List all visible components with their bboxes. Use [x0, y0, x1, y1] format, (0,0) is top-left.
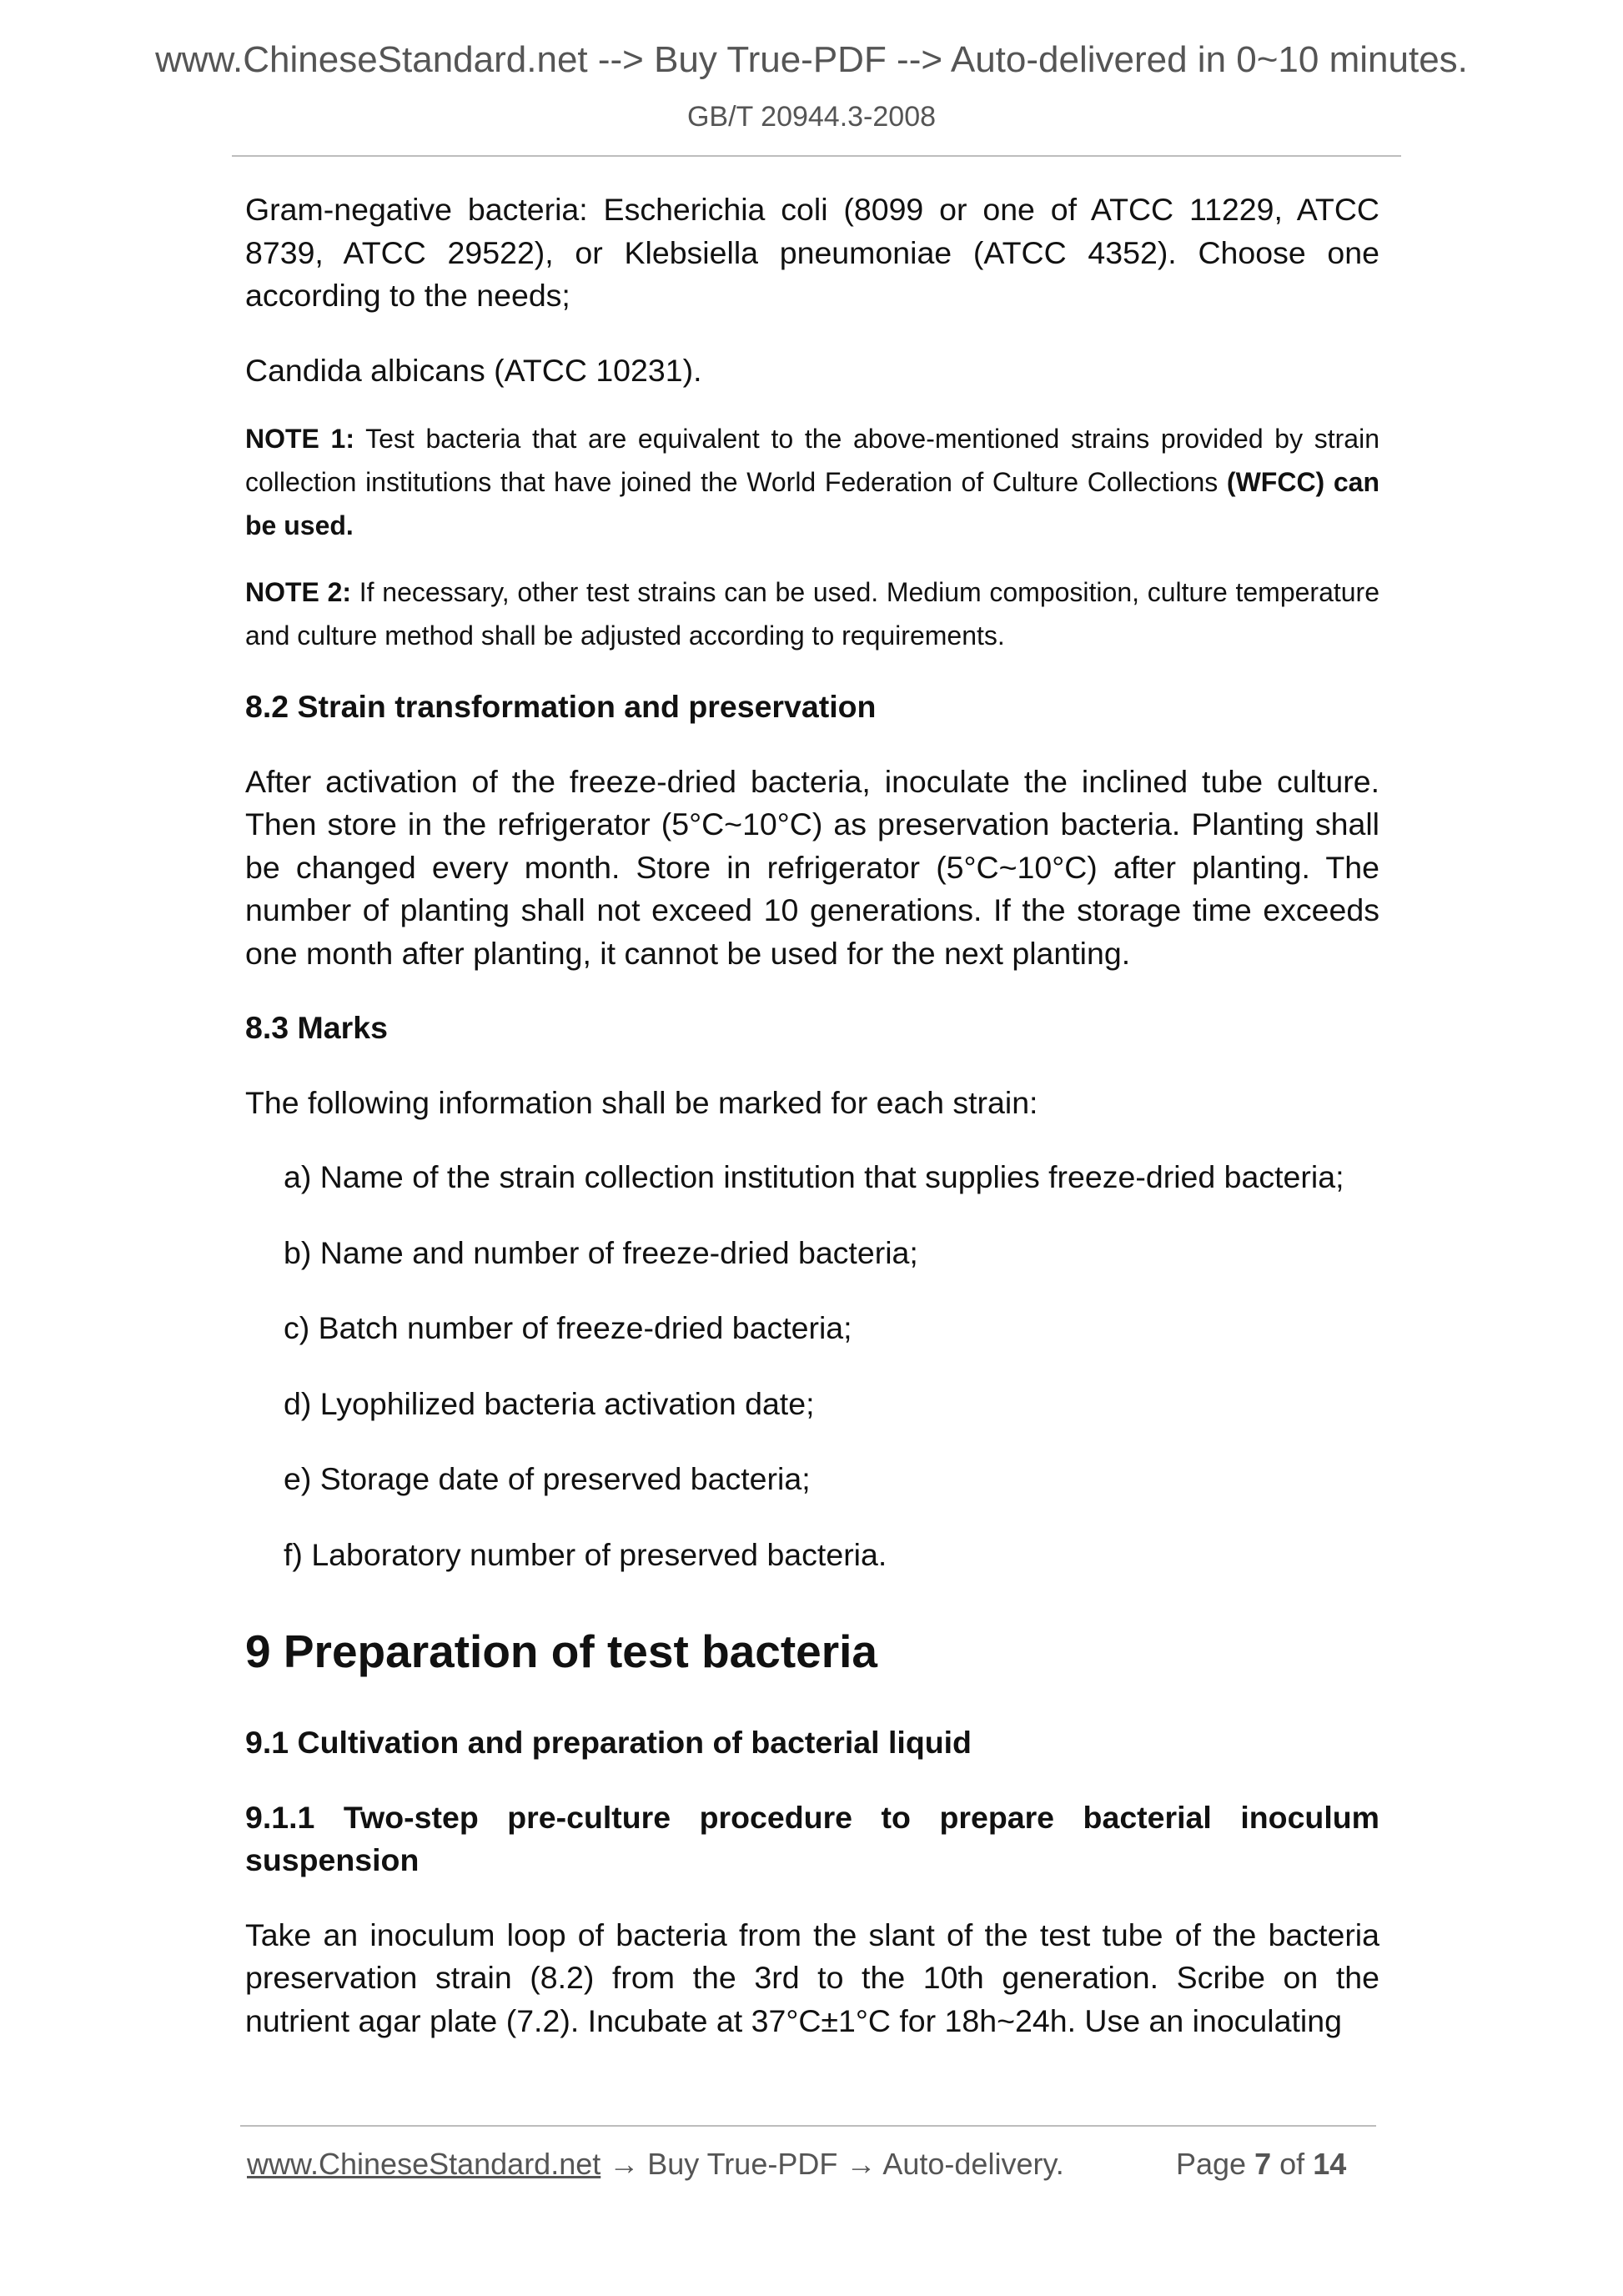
- paragraph-9-1-1: Take an inoculum loop of bacteria from the slant of the test tube of the bacteria preservation strain (8.2) from the 3rd to the 10th generation. Scribe on the nutrient agar plate (7.2). Incubate at 37°C±1°C for 18h~24h. Use an inoculating: [245, 1917, 1379, 2038]
- note-1: [245, 417, 1379, 547]
- footer-delivery-text: Auto-delivery.: [882, 2147, 1064, 2181]
- header-divider: [232, 155, 1401, 157]
- heading-9-1: 9.1 Cultivation and preparation of bacterial liquid: [245, 1725, 972, 1760]
- page-total: 14: [1313, 2147, 1347, 2181]
- document-body: [245, 188, 1379, 2074]
- heading-9-1-1: 9.1.1 Two-step pre-culture procedure to prepare bacterial inoculum suspension: [245, 1799, 1379, 1877]
- heading-8-2: 8.2 Strain transformation and preservation: [245, 689, 877, 724]
- heading-8-3: 8.3 Marks: [245, 1010, 388, 1045]
- standard-code: GB/T 20944.3-2008: [686, 101, 937, 133]
- footer-links: [247, 2145, 1064, 2183]
- note-2-label: NOTE 2:: [245, 577, 352, 607]
- footer-site-link[interactable]: www.ChineseStandard.net: [247, 2147, 601, 2181]
- paragraph-candida: Candida albicans (ATCC 10231).: [245, 352, 702, 388]
- paragraph-8-3-intro: The following information shall be marked for each strain:: [245, 1084, 1038, 1120]
- list-item: d) Lyophilized bacteria activation date;: [284, 1385, 815, 1421]
- note-2: [245, 570, 1379, 657]
- page-current: 7: [1254, 2147, 1272, 2181]
- footer-buy-text: Buy True-PDF: [647, 2147, 838, 2181]
- paragraph-8-2: After activation of the freeze-dried bacteria, inoculate the inclined tube culture. Then store in the refrigerator (5°C~10°C) as preservation bacteria. Planting shall be changed every month. Store in refrigerator (5°C~10°C) after planting. The number of planting shall not exceed 10 generations. If the storage time exceeds one month after planting, it cannot be used for the next planting.: [245, 763, 1379, 971]
- arrow-right-icon: →: [600, 2147, 648, 2181]
- note-1-bold-tail: (WFCC) can be used.: [245, 467, 1380, 540]
- footer-divider: [240, 2125, 1376, 2127]
- list-item: a) Name of the strain collection institution that supplies freeze-dried bacteria;: [284, 1159, 1344, 1194]
- page-label: Page: [1176, 2147, 1247, 2181]
- list-item: c) Batch number of freeze-dried bacteria;: [284, 1310, 852, 1345]
- page-indicator: [1176, 2145, 1346, 2183]
- note-2-text: If necessary, other test strains can be used. Medium composition, culture temperature and culture method shall be adjusted according to requirements.: [245, 577, 1380, 651]
- site-banner: www.ChineseStandard.net --> Buy True-PDF --> Auto-delivered in 0~10 minutes.: [155, 39, 1468, 80]
- arrow-right-icon: →: [837, 2147, 883, 2181]
- note-1-text: Test bacteria that are equivalent to the above-mentioned strains provided by strain collection institutions that have joined the World Federation of Culture Collections: [245, 424, 1380, 497]
- heading-9: 9 Preparation of test bacteria: [245, 1625, 878, 1677]
- list-item: b) Name and number of freeze-dried bacteria;: [284, 1234, 918, 1270]
- page-of: of: [1279, 2147, 1305, 2181]
- list-item: e) Storage date of preserved bacteria;: [284, 1461, 811, 1496]
- list-item: f) Laboratory number of preserved bacteria.: [284, 1536, 887, 1572]
- paragraph-gram-negative: Gram-negative bacteria: Escherichia coli (8099 or one of ATCC 11229, ATCC 8739, ATCC 29522), or Klebsiella pneumoniae (ATCC 4352). Choose one according to the needs;: [245, 192, 1379, 313]
- note-1-label: NOTE 1:: [245, 424, 355, 454]
